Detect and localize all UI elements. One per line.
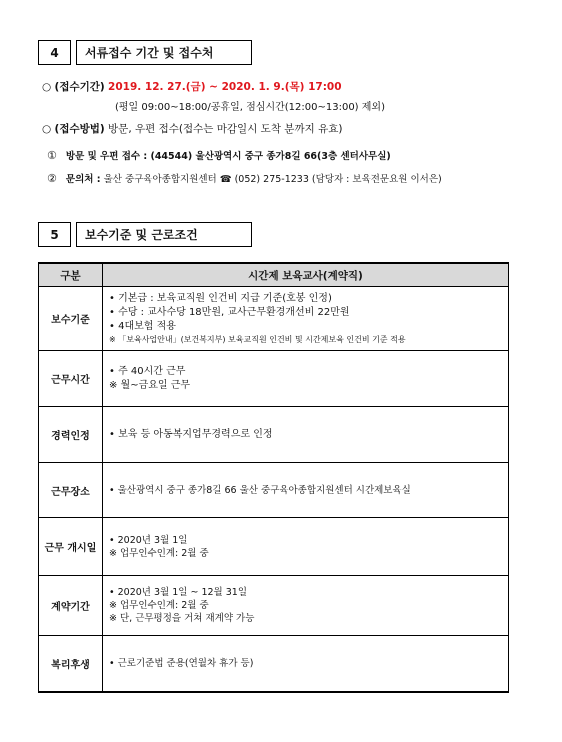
row-label: 복리후생 — [39, 636, 103, 692]
period-bullet: ○ — [42, 81, 52, 93]
content-line: • 기본급 : 보육교직원 인건비 지급 기준(호봉 인정) — [109, 293, 332, 304]
table-row — [39, 287, 509, 351]
row-label: 근무장소 — [39, 463, 103, 518]
table-row — [39, 351, 509, 407]
row-content — [103, 287, 509, 351]
period-line — [42, 80, 342, 94]
row-label: 보수기준 — [39, 287, 103, 351]
row-content — [103, 351, 509, 407]
row-content — [103, 518, 509, 576]
header-category: 구분 — [39, 263, 103, 287]
content-line: • 울산광역시 중구 종가8길 66 울산 중구육아종합지원센터 시간제보육실 — [109, 484, 411, 496]
content-line: ※ 업무인수인계: 2월 중 — [109, 600, 209, 611]
table-row — [39, 407, 509, 463]
row-content — [103, 576, 509, 636]
content-line: • 2020년 3월 1일 — [109, 534, 188, 546]
row-label: 경력인정 — [39, 407, 103, 463]
table-row — [39, 463, 509, 518]
item-2-line — [47, 172, 442, 187]
content-line: • 수당 : 교사수당 18만원, 교사근무환경개선비 22만원 — [109, 307, 350, 318]
method-label: (접수방법) — [54, 123, 105, 135]
row-label: 계약기간 — [39, 576, 103, 636]
period-label: (접수기간) — [54, 81, 105, 93]
item-1-line — [47, 149, 391, 164]
section-5-title: 보수기준 및 근로조건 — [76, 222, 252, 247]
section-4-number: 4 — [38, 40, 71, 65]
table-row — [39, 636, 509, 692]
item-2-text: 울산 중구육아종합지원센터 ☎ (052) 275-1233 (담당자 : 보육전문요원 이서은) — [103, 174, 442, 185]
header-position: 시간제 보육교사(계약직) — [103, 263, 509, 287]
item-2-number: ② — [47, 172, 57, 185]
content-line: • 근로기준법 준용(연월차 휴가 등) — [109, 657, 254, 669]
table-row — [39, 518, 509, 576]
row-content — [103, 463, 509, 518]
method-bullet: ○ — [42, 123, 52, 135]
method-line — [42, 122, 342, 136]
row-content — [103, 636, 509, 692]
section-4-header — [38, 40, 252, 65]
content-line: • 주 40시간 근무 — [109, 365, 186, 377]
row-label: 근무시간 — [39, 351, 103, 407]
content-line: ※ 「보육사업안내」(보건복지부) 보육교직원 인건비 및 시간제보육 인건비 기준 적용 — [109, 335, 406, 344]
row-label: 근무 개시일 — [39, 518, 103, 576]
content-line: ※ 업무인수인계: 2월 중 — [109, 547, 209, 559]
item-1-text: 방문 및 우편 접수 : (44544) 울산광역시 중구 종가8길 66(3층 센터사무실) — [65, 151, 391, 162]
content-line: ※ 월~금요일 근무 — [109, 379, 191, 391]
table-header-row — [39, 263, 509, 287]
period-value: 2019. 12. 27.(금) ~ 2020. 1. 9.(목) 17:00 — [108, 81, 342, 93]
table-row — [39, 576, 509, 636]
row-content — [103, 407, 509, 463]
method-value: 방문, 우편 접수(접수는 마감일시 도착 분까지 유효) — [108, 123, 343, 135]
item-1-number: ① — [47, 149, 57, 162]
content-line: • 보육 등 아동복지업무경력으로 인정 — [109, 428, 273, 440]
section-5-number: 5 — [38, 222, 71, 247]
section-4-title: 서류접수 기간 및 접수처 — [76, 40, 252, 65]
section-5-header — [38, 222, 252, 247]
content-line: • 2020년 3월 1일 ~ 12월 31일 — [109, 587, 248, 598]
content-line: • 4대보험 적용 — [109, 321, 176, 332]
item-2-label: 문의처 : — [65, 174, 101, 185]
conditions-table — [38, 262, 509, 693]
content-line: ※ 단, 근무평정을 거쳐 재계약 가능 — [109, 613, 255, 624]
period-note: (평일 09:00~18:00/공휴일, 점심시간(12:00~13:00) 제외) — [115, 102, 385, 113]
